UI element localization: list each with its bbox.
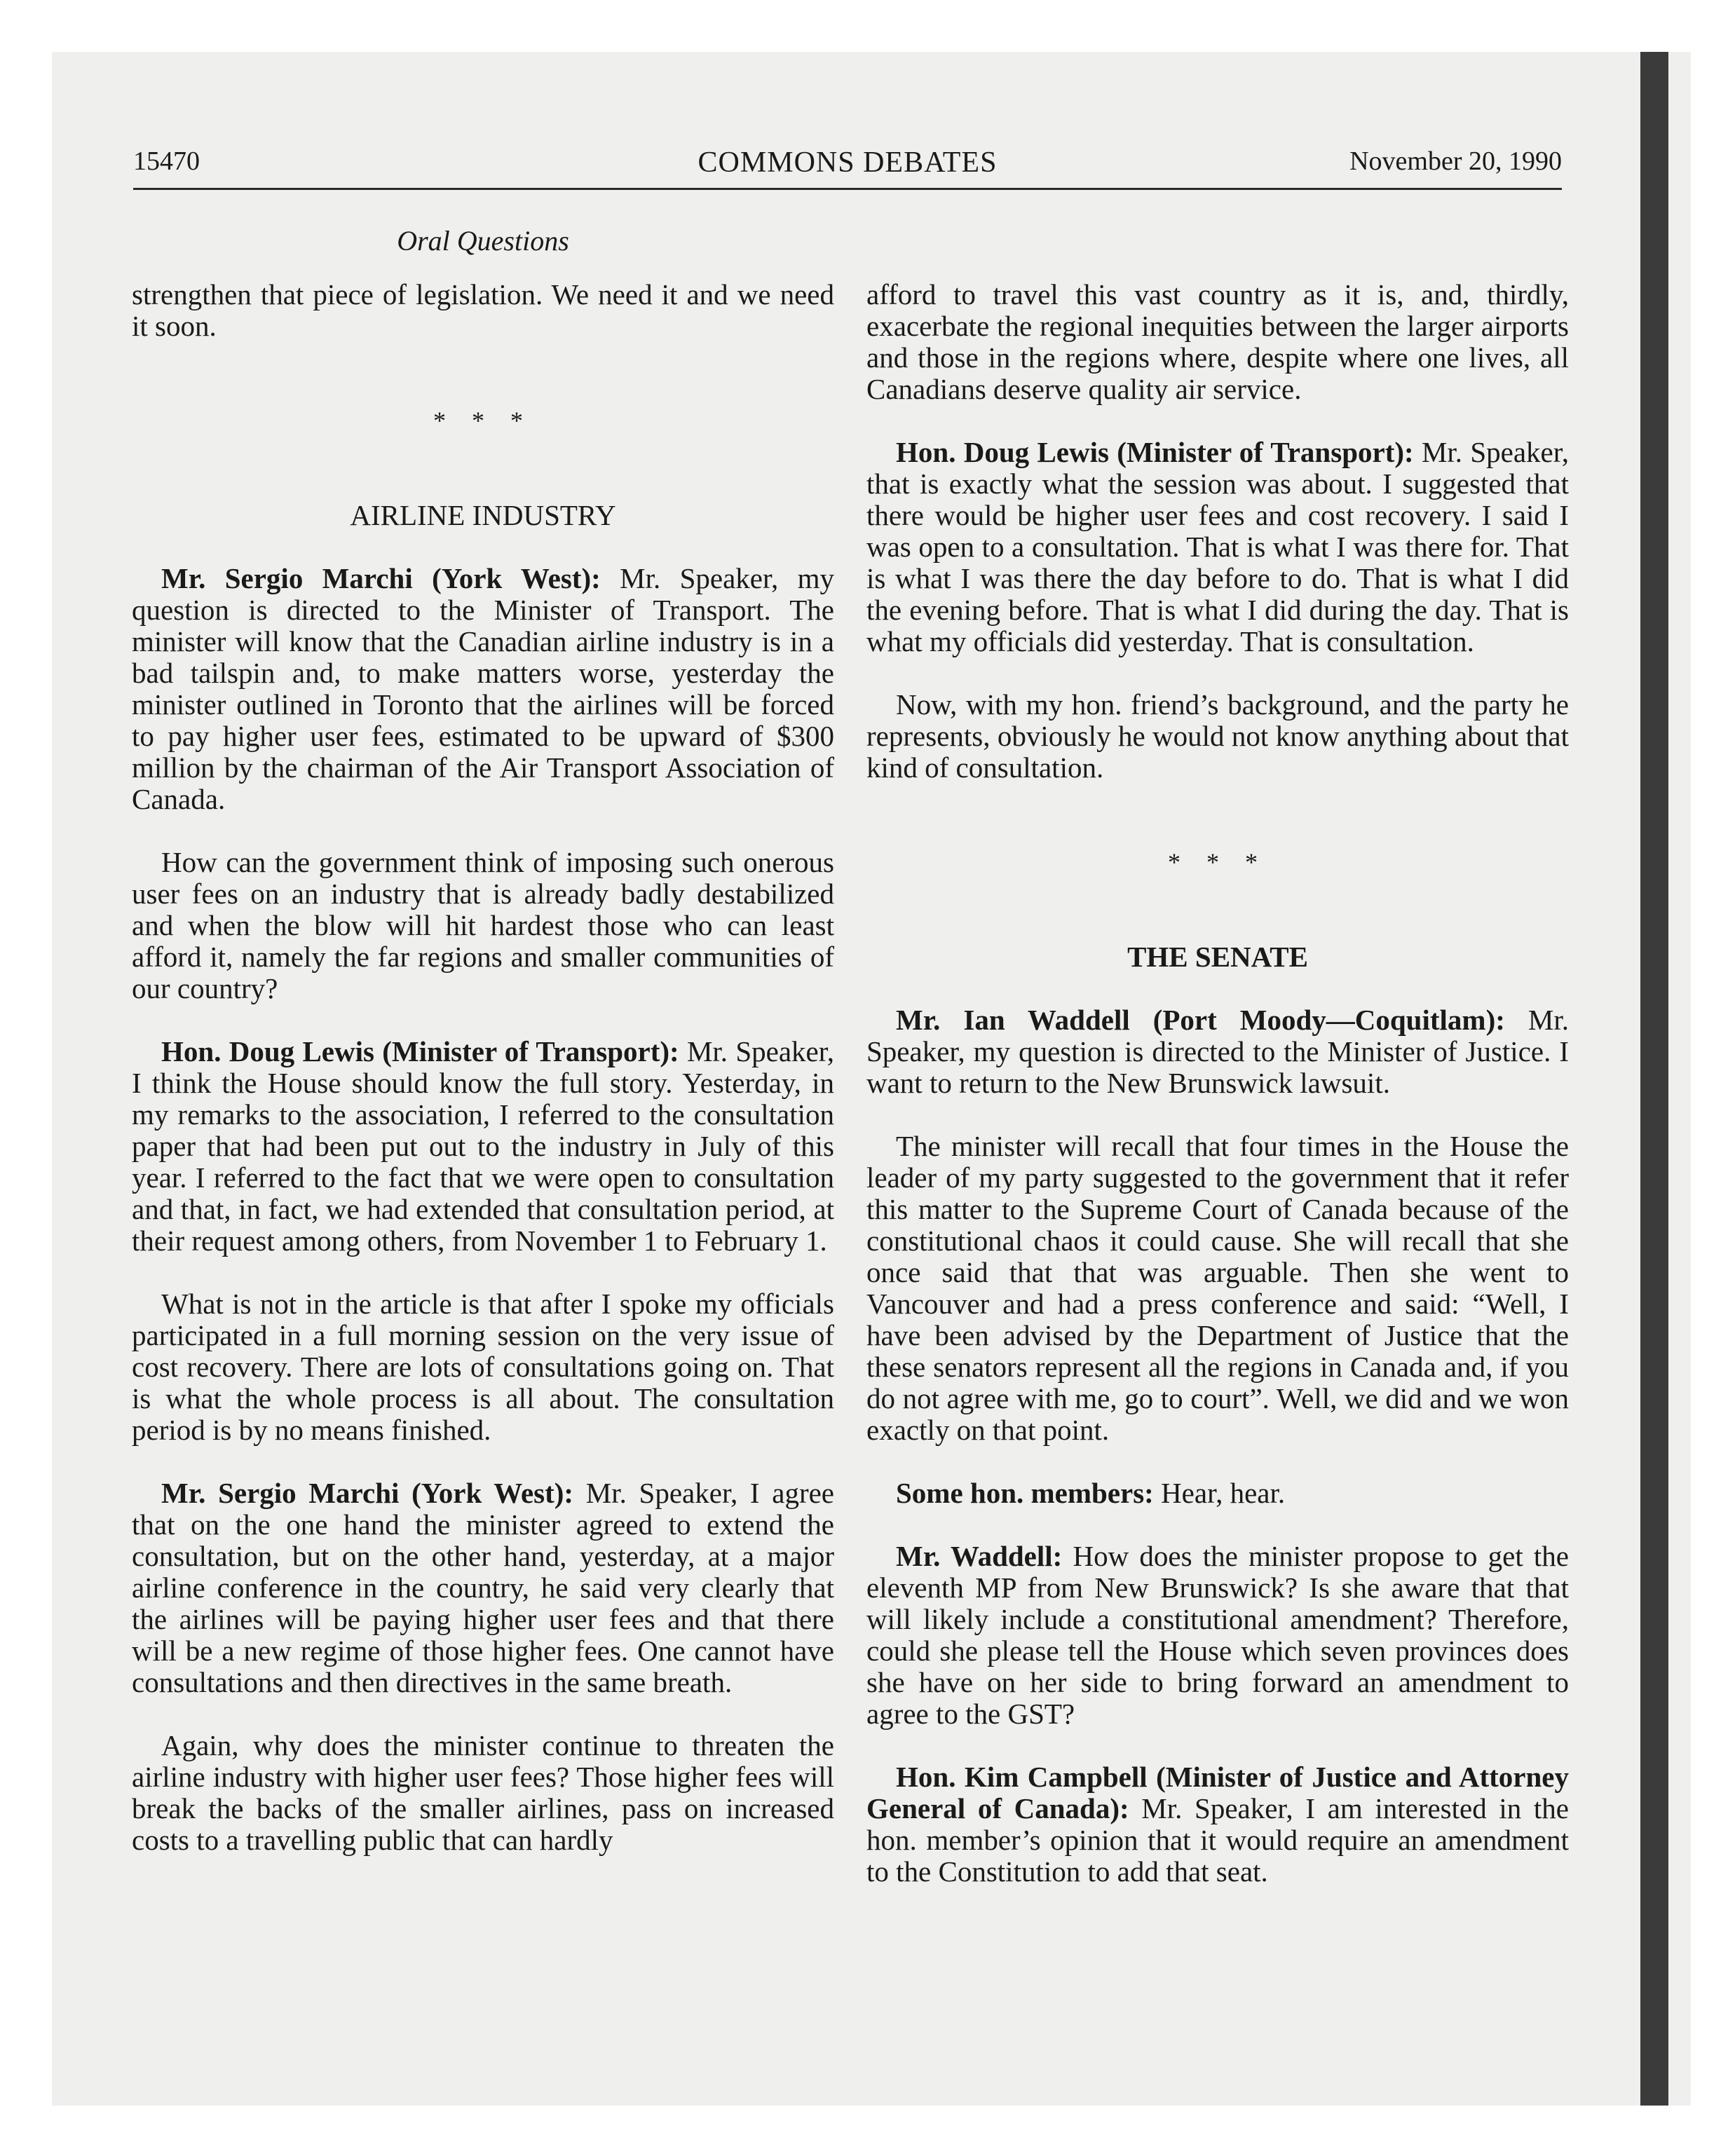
paragraph: afford to travel this vast country as it is, and, thirdly, exacerbate the regional inequities between the larger airports and those in the regions where, despite where one lives, all Canadians deserve quality air service.: [866, 278, 1569, 405]
speech-text: Mr. Speaker, my question is directed to the Minister of Justice. I want to return to the New Brunswick lawsuit.: [866, 1004, 1569, 1099]
right-column: [866, 279, 1569, 1919]
speaker-name: Mr. Ian Waddell (Port Moody—Coquitlam):: [896, 1004, 1505, 1036]
paragraph: [866, 1004, 1569, 1099]
left-column: [132, 279, 834, 1888]
paragraph: Now, with my hon. friend’s background, and the party he represents, obviously he would not know anything about that kind of consultation.: [866, 688, 1569, 784]
page-number: 15470: [133, 146, 200, 176]
header-date: November 20, 1990: [1349, 146, 1562, 176]
speaker-name: Hon. Doug Lewis (Minister of Transport):: [896, 436, 1414, 468]
speaker-name: Some hon. members:: [896, 1477, 1154, 1509]
paragraph: What is not in the article is that after I spoke my officials participated in a full morning session on the very issue of cost recovery. There are lots of consultations going on. That is what the whole process is all about. The consultation period is by no means finished.: [132, 1288, 834, 1446]
speech-text: Mr. Speaker, I am interested in the hon. member’s opinion that it would require an amendment to the Constitution to add that seat.: [866, 1792, 1569, 1888]
speech-text: Mr. Speaker, I agree that on the one hand the minister agreed to extend the consultation, but on the other hand, yesterday, at a major airline conference in the country, he said very clearly that the airlines will be paying higher user fees and that there will be a new regime of those higher fees. One cannot have consultations and then directives in the same breath.: [132, 1477, 834, 1698]
speech-text: Mr. Speaker, my question is directed to the Minister of Transport. The minister will know that the Canadian airline industry is in a bad tailspin and, to make matters worse, yesterday the minister outlined in Toronto that the airlines will be forced to pay higher user fees, estimated to be upward of $300 million by the chairman of the Air Transport Association of Canada.: [132, 562, 834, 815]
paragraph: [866, 1541, 1569, 1730]
paragraph: [132, 1036, 834, 1257]
paragraph: strengthen that piece of legislation. We need it and we need it soon.: [132, 278, 834, 342]
section-separator: * * *: [1168, 848, 1267, 876]
speech-text: Mr. Speaker, that is exactly what the session was about. I suggested that there would be higher user fees and cost recovery. I said I was open to a consultation. That is what I was there for. That is what I was there the day before to do. That is what I did the evening before. That is what I did during the day. That is what my officials did yesterday. That is consultation.: [866, 436, 1569, 657]
speaker-name: Hon. Doug Lewis (Minister of Transport):: [161, 1035, 679, 1067]
journal-title: COMMONS DEBATES: [698, 146, 998, 179]
paragraph: [866, 437, 1569, 657]
paragraph: [866, 1761, 1569, 1888]
speaker-name: Mr. Sergio Marchi (York West):: [161, 562, 601, 594]
section-label: Oral Questions: [397, 225, 569, 257]
section-heading: THE SENATE: [1127, 941, 1308, 973]
speaker-name: Mr. Sergio Marchi (York West):: [161, 1477, 574, 1509]
speech-text: Mr. Speaker, I think the House should know the full story. Yesterday, in my remarks to the association, I referred to the consultation paper that had been put out to the industry in July of this year. I referred to the fact that we were open to consultation and that, in fact, we had extended that consultation period, at their request among others, from November 1 to February 1.: [132, 1035, 834, 1257]
section-heading: AIRLINE INDUSTRY: [350, 499, 616, 531]
section-separator: * * *: [433, 407, 533, 435]
speech-text: How does the minister propose to get the eleventh MP from New Brunswick? Is she aware that that will likely include a constitutional amendment? Therefore, could she please tell the House which seven provinces does she have on her side to bring forward an amendment to agree to the GST?: [866, 1540, 1569, 1730]
paragraph: [132, 1478, 834, 1698]
paragraph: [866, 1478, 1569, 1509]
speaker-name: Hon. Kim Campbell (Minister of Justice and Attorney General of Canada):: [866, 1761, 1569, 1824]
paragraph: The minister will recall that four times in the House the leader of my party suggested to the government that it refer this matter to the Supreme Court of Canada because of the constitutional chaos it could cause. She will recall that she once said that that was arguable. Then she went to Vancouver and had a press conference and said: “Well, I have been advised by the Department of Justice that the these senators represent all the regions in Canada and, if you do not agree with me, go to court”. Well, we did and we won exactly on that point.: [866, 1130, 1569, 1446]
paragraph: Again, why does the minister continue to threaten the airline industry with higher user fees? Those higher fees will break the backs of the smaller airlines, pass on increased costs to a travelling public that can hardly: [132, 1729, 834, 1856]
speaker-name: Mr. Waddell:: [896, 1540, 1063, 1572]
speech-text: Hear, hear.: [1153, 1477, 1286, 1509]
paragraph: [132, 563, 834, 815]
page-header: [133, 146, 1562, 190]
paragraph: How can the government think of imposing such onerous user fees on an industry that is already badly destabilized and when the blow will hit hardest those who can least afford it, namely the far regions and smaller communities of our country?: [132, 846, 834, 1004]
scan-edge-shadow: [1640, 52, 1668, 2106]
